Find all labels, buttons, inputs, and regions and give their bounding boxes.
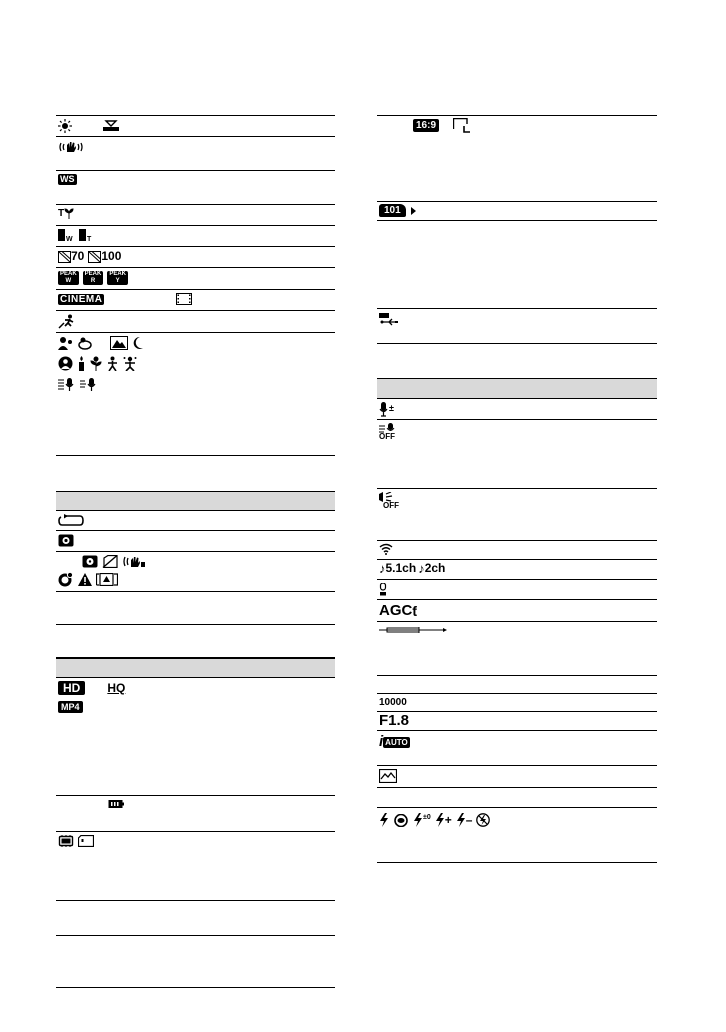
row-warnings (56, 552, 335, 592)
row-voice-off (377, 489, 657, 541)
audio-level-meter-icon (379, 626, 447, 634)
section-header-playback (56, 491, 335, 511)
iris-readout: F1.8 (379, 712, 410, 729)
flash-level-normal-icon: ±0 (413, 813, 431, 827)
wind-noise-mic-icon (58, 377, 76, 392)
wide-mode-icon: WS (60, 174, 75, 184)
memory-card-icon (78, 835, 94, 847)
red-eye-icon (393, 814, 409, 827)
peaking-yellow-icon: PEAK Y (109, 271, 127, 284)
row-aspect-ratio (377, 115, 657, 202)
row-repeat (56, 511, 335, 531)
row-video-mode (56, 531, 335, 552)
row-blank-b (56, 901, 335, 936)
voice-off-icon: OFF (379, 492, 399, 510)
portrait-icon (58, 336, 74, 350)
row-focus (56, 226, 335, 247)
right-icon-table (377, 115, 657, 863)
row-intelligent-auto (377, 731, 657, 766)
memory-card-warning-icon (96, 573, 118, 586)
flash-icon (379, 813, 389, 827)
nd-100-icon: 100 (88, 250, 121, 263)
usb-connection-icon (379, 311, 399, 327)
row-folder (377, 202, 657, 221)
candle-icon (77, 356, 86, 371)
row-usb (377, 309, 657, 344)
moon-icon (132, 336, 144, 350)
peaking-red-icon: PEAK R (84, 271, 102, 284)
row-picture-effect (377, 766, 657, 788)
play-arrow-icon (410, 207, 417, 215)
svg-text:±: ± (389, 403, 394, 413)
mp4-format-icon: MP4 (58, 701, 83, 713)
folder-101-icon: 101 (379, 204, 406, 217)
section-header-recording-mode (56, 658, 335, 678)
flash-level-low-icon: – (456, 813, 473, 827)
row-cinema (56, 290, 335, 311)
beach-icon (106, 356, 119, 371)
svg-text:T: T (87, 236, 92, 242)
flash-level-high-icon: + (435, 813, 452, 827)
left-icon-table (56, 115, 335, 988)
row-audio-level-meter (377, 622, 657, 676)
camera-shake-warning-icon (122, 555, 146, 568)
spotlight-icon (58, 356, 73, 371)
cinema-icon: CINEMA (60, 293, 103, 305)
one-push-wb-icon (102, 120, 120, 132)
mic-reference-icon (379, 583, 387, 596)
aspect-16-9-icon: 16:9 (413, 119, 439, 132)
row-audio-channels (377, 560, 657, 580)
row-scene-selection (56, 333, 335, 456)
disc-warning-icon (82, 555, 98, 568)
wind-noise-mic-alt-icon (80, 377, 98, 392)
row-nd-filter (56, 247, 335, 268)
shutter-speed-readout: 10000 (379, 697, 407, 708)
row-white-balance (56, 115, 335, 137)
row-blank-d (377, 221, 657, 309)
snow-icon (123, 356, 137, 371)
row-recording-format (56, 678, 335, 796)
mic-level-icon (379, 402, 399, 417)
no-card-icon (102, 555, 118, 568)
sun-icon (58, 119, 72, 133)
audio-5-1ch-icon: ♪ 5.1ch (379, 561, 417, 576)
wind-noise-off-icon: OFF (379, 423, 397, 441)
row-wireless-mic (377, 541, 657, 560)
picture-effect-icon (379, 769, 397, 783)
row-agc (377, 600, 657, 622)
tele-macro-icon: T (58, 208, 74, 219)
battery-icon (108, 799, 124, 809)
landscape-icon (110, 336, 128, 350)
row-wind-noise-off (377, 420, 657, 489)
internal-memory-icon (58, 835, 74, 847)
repeat-icon (58, 514, 84, 527)
flower-icon (90, 356, 102, 371)
steadyshot-icon (58, 140, 84, 154)
svg-text:W: W (66, 236, 73, 242)
intelligent-auto-icon: i AUTO (379, 733, 408, 750)
night-portrait-icon (78, 336, 92, 350)
row-tele-macro (56, 205, 335, 226)
row-mic-ref (377, 580, 657, 600)
film-icon (176, 293, 192, 305)
focus-tele-icon (79, 229, 95, 242)
peaking-white-icon: PEAK W (60, 271, 77, 284)
image-size-l-icon (453, 118, 471, 133)
flash-off-icon (476, 813, 490, 827)
warning-triangle-icon (78, 573, 92, 586)
hq-quality-icon: HQ (107, 680, 126, 695)
row-flash (377, 808, 657, 863)
audio-2ch-icon: ♪ 2ch (418, 561, 446, 576)
row-media-select (56, 832, 335, 901)
row-peaking (56, 268, 335, 290)
row-blank-a (56, 624, 335, 658)
row-battery (56, 796, 335, 832)
focus-wide-icon (58, 229, 75, 242)
row-steadyshot (56, 137, 335, 171)
row-iris (377, 712, 657, 731)
agc-limit-icon: AGC ƭ (379, 602, 418, 619)
row-wide-select (56, 171, 335, 205)
row-sports (56, 311, 335, 333)
video-mode-icon (58, 534, 74, 547)
sports-lesson-icon (58, 314, 76, 329)
face-warning-icon (58, 572, 74, 587)
row-mic-level (377, 399, 657, 420)
wireless-icon (379, 543, 393, 555)
row-shutter-speed (377, 694, 657, 712)
row-blank-e (377, 788, 657, 808)
hd-format-icon: HD (58, 681, 85, 695)
section-header-audio (377, 378, 657, 399)
nd-70-icon: 70 (58, 250, 84, 263)
row-blank-c (56, 936, 335, 988)
